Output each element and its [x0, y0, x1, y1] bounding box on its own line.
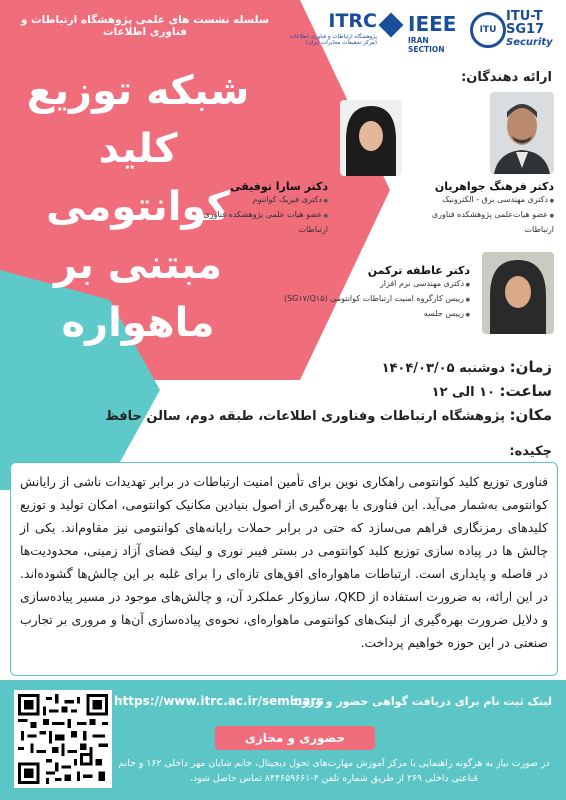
- presenter-1-line-1: ● دکتری مهندسی برق - الکترونیک: [404, 193, 554, 208]
- itu-logo-icon: [466, 6, 558, 56]
- presenter-2-line-2: ● عضو هیات علمی پژوهشکده فناوری ارتباطات: [178, 208, 328, 237]
- contact-info: در صورت نیاز به هرگونه راهنمایی با مرکز آموزش مهارت‌های تحول دیجیتال، خانم شایان مهر داخلی ۱۶۲ و خانم قناعتی داخلی ۲۶۹ از طریق شماره تلفن ۴-۸۴۴۶۵۹۶۶۱ تماس حاصل شود.: [118, 758, 550, 784]
- presenter-3-photo: [482, 252, 554, 334]
- presenter-3-info: [270, 264, 470, 322]
- itu-line-3: Security: [506, 37, 553, 48]
- talk-title-line-1: شبکه توزیع: [26, 68, 250, 114]
- presenter-3-line-3: ● رییس جلسه: [270, 307, 470, 322]
- presenter-1-photo: [490, 92, 554, 174]
- itrc-logo-icon: [285, 10, 377, 54]
- series-title: سلسله نشست های علمی پژوهشگاه ارتباطات و فناوری اطلاعات: [20, 14, 270, 38]
- presenter-3-line-1: ● دکتری مهندسی نرم افزار: [270, 277, 470, 292]
- qr-code-icon[interactable]: [14, 690, 112, 788]
- registration-title: لینک ثبت نام برای دریافت گواهی حضور و ورود:: [291, 695, 552, 708]
- registration-link[interactable]: https://www.itrc.ac.ir/seminars: [114, 694, 324, 708]
- abstract-text: فناوری توزیع کلید کوانتومی راهکاری نوین برای تأمین امنیت ارتباطات در برابر تهدیدات ناشی از رایانش کوانتومی به‌شمار می‌آید. این فناوری با بهره‌گیری از اصول بنیادین مکانیک کوانتومی، امکان تولید و توزیع کلیدهای رمزنگاری فراهم می‌سازد که حتی در برابر حملات رایانه‌های کوانتومی نیز مقاوم‌اند. یکی از چالش ها در پیاده سازی توزیع کلید کوانتومی در بستر فیبر نوری و لینک فضای آزاد زمینی، محدودیت‌ها در فاصله و پایداری است. ارتباطات ماهواره‌ای افق‌های تازه‌ای را برای غلبه بر این چالش‌ها گشوده‌اند. در این ارائه، به ضرورت استفاده از QKD، سازوکار عملکرد آن، و چالش‌های موجود در مسیر پیاده‌سازی و دلایل ضرورت بهره‌گیری از لینک‌های کوانتومی ماهواره‌ای، نحوه‌ی پیاده‌سازی آن‌ها و مروری بر تجارب صنعتی در این حوزه خواهیم پرداخت.: [20, 474, 548, 650]
- event-time: [382, 358, 552, 376]
- presenter-2-name: دکتر سارا توفیقی: [230, 180, 328, 193]
- hour-value: ۱۰ الی ۱۲: [431, 385, 495, 400]
- talk-title-line-2: کلید کوانتومی: [46, 126, 230, 230]
- ieee-logo-icon: [380, 12, 465, 52]
- hour-label: ساعت:: [499, 382, 552, 400]
- presenter-3-name: دکتر عاطفه ترکمن: [367, 264, 470, 277]
- place-value: پژوهشگاه ارتباطات وفناوری اطلاعات، طبقه دوم، سالن حافظ: [105, 409, 506, 424]
- itu-line-2: SG17: [506, 22, 545, 37]
- event-hour: [432, 382, 552, 400]
- avatar: [482, 252, 554, 334]
- presenter-2-photo: [340, 100, 402, 176]
- event-place: [105, 406, 552, 424]
- time-label: زمان:: [509, 358, 552, 376]
- presenter-1-line-2: ● عضو هیات‌علمی پژوهشکده فناوری ارتباطات: [404, 208, 554, 237]
- presenters-label: ارائه دهندگان:: [461, 70, 552, 85]
- ieee-sub: IRAN SECTION: [408, 36, 445, 54]
- avatar: [340, 100, 402, 176]
- qr-code-graphic: [18, 694, 108, 784]
- itu-mark: ITU: [470, 12, 506, 48]
- presenter-3-line-2: ● رییس کارگروه امنیت ارتباطات کوانتومی (SG۱۷/Q۱۵): [270, 292, 470, 307]
- ieee-name: IEEE: [408, 12, 457, 36]
- place-label: مکان:: [509, 406, 552, 424]
- itu-line-1: ITU-T: [506, 9, 543, 24]
- itrc-name: ITRC: [328, 10, 377, 32]
- talk-title-line-3: مبتنی بر ماهواره: [53, 242, 223, 346]
- presenter-2-line-1: ● دکتری فیزیک کوانتوم: [178, 193, 328, 208]
- abstract-label: چکیده:: [509, 444, 552, 459]
- presenter-1-info: [404, 180, 554, 237]
- itrc-sub: پژوهشگاه ارتباطات و فناوری اطلاعات (مرکز تحقیقات مخابرات ایران): [289, 34, 377, 46]
- avatar: [490, 92, 554, 174]
- time-value: دوشنبه ۱۴۰۴/۰۳/۰۵: [381, 361, 506, 376]
- presenter-2-info: [178, 180, 328, 237]
- partner-logos: [285, 6, 560, 56]
- attendance-mode-badge: حضوری و مجازی: [215, 726, 375, 750]
- presenter-1-name: دکتر فرهنگ جواهریان: [434, 180, 554, 193]
